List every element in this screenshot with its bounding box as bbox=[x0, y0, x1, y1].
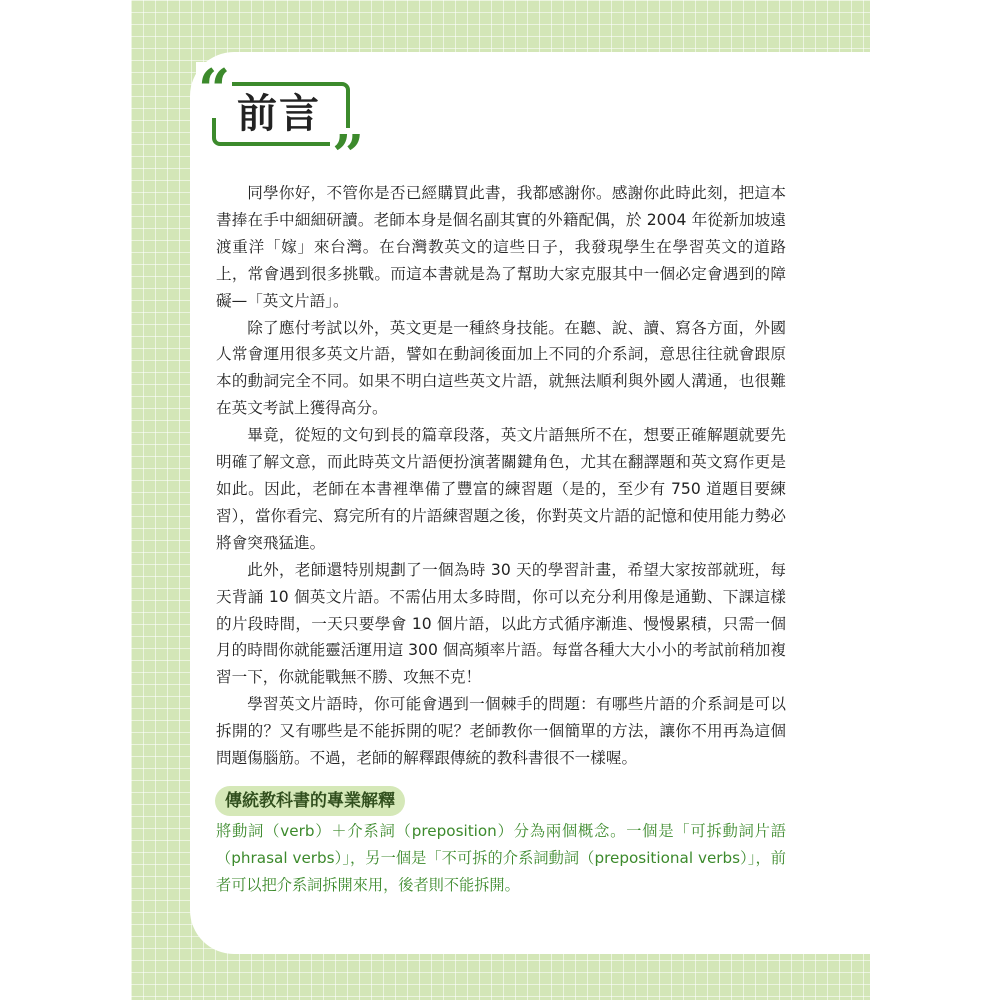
paragraph: 同學你好，不管你是否已經購買此書，我都感謝你。感謝你此時此刻，把這本書捧在手中細細研讀。老師本身是個名副其實的外籍配偶，於 2004 年從新加坡遠渡重洋「嫁」來台灣。在台灣教英文的這些日子，我發現學生在學習英文的道路上，常會遇到很多挑戰。而這本書就是為了幫助大家克服其中一個必定會遇到的障礙—「英文片語」。 bbox=[216, 184, 786, 310]
paragraph: 此外，老師還特別規劃了一個為時 30 天的學習計畫，希望大家按部就班，每天背誦 10 個英文片語。不需佔用太多時間，你可以充分利用像是通勤、下課這樣的片段時間，一天只要學會 10 個片語，以此方式循序漸進、慢慢累積，只需一個月的時間你就能靈活運用這 300 個高頻率片語。每當各種大大小小的考試前稍加複習一下，你就能戰無不勝、攻無不克！ bbox=[216, 560, 786, 687]
page-title: 前言 bbox=[237, 91, 321, 137]
open-quote-mark: “ bbox=[198, 57, 231, 123]
paragraph: 除了應付考試以外，英文更是一種終身技能。在聽、說、讀、寫各方面，外國人常會運用很多英文片語，譬如在動詞後面加上不同的介系詞，意思往往就會跟原本的動詞完全不同。如果不明白這些英文片語，就無法順利與外國人溝通，也很難在英文考試上獲得高分。 bbox=[216, 318, 786, 418]
preface-body bbox=[216, 180, 786, 772]
paragraph: 學習英文片語時，你可能會遇到一個棘手的問題：有哪些片語的介系詞是可以拆開的？又有哪些是不能拆開的呢？老師教你一個簡單的方法，讓你不用再為這個問題傷腦筋。不過，老師的解釋跟傳統的教科書很不一樣喔。 bbox=[216, 695, 786, 768]
paragraph: 畢竟，從短的文句到長的篇章段落，英文片語無所不在，想要正確解題就要先明確了解文意，而此時英文片語便扮演著關鍵角色，尤其在翻譯題和英文寫作更是如此。因此，老師在本書裡準備了豐富的練習題（是的，至少有 750 道題目要練習），當你看完、寫完所有的片語練習題之後，你對英文片語的記憶和使用能力勢必將會突飛猛進。 bbox=[216, 426, 786, 552]
close-quote-mark: ” bbox=[332, 123, 365, 189]
section-text bbox=[216, 818, 786, 899]
section-heading: 傳統教科書的專業解釋 bbox=[215, 786, 405, 816]
section-paragraph: 將動詞（verb）＋介系詞（preposition）分為兩個概念。一個是「可拆動詞片語（phrasal verbs）」，另一個是「不可拆的介系詞動詞（prepositional verbs）」，前者可以把介系詞拆開來用，後者則不能拆開。 bbox=[216, 822, 786, 894]
